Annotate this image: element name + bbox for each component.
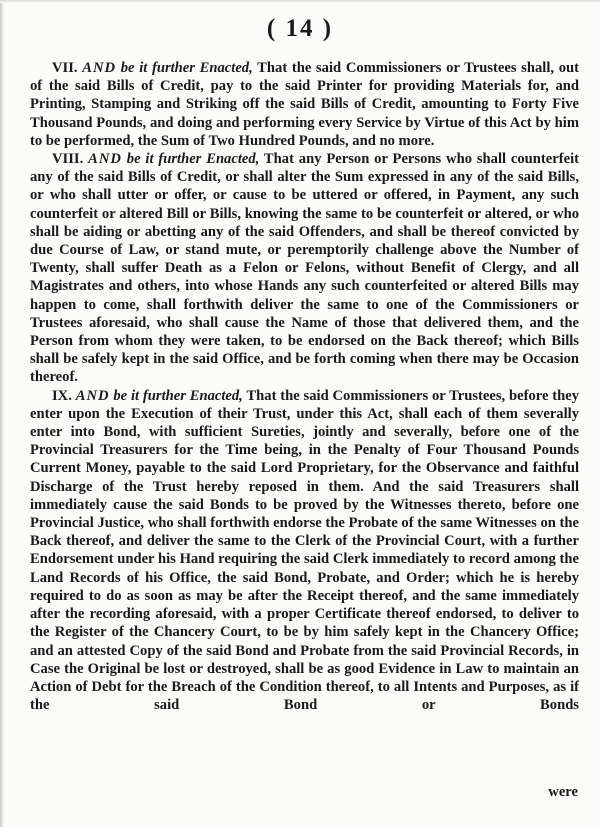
section-viii bbox=[30, 150, 579, 387]
section-number: VIII. bbox=[52, 151, 84, 168]
section-body: That the said Commissioners or Trustees shall, out of the said Bills of Credit, pay to the said Printer for providing Materials for, and Printing, Stamping and Striking off the said Bills of Credit, amounting to Forty Five Thousand Pounds, and doing and performing every Service by Virtue of this Act by him to be performed, the Sum of Two Hundred Pounds, and no more. bbox=[30, 60, 579, 149]
section-number: IX. bbox=[52, 387, 72, 404]
enacting-clause bbox=[88, 151, 259, 167]
enacting-clause bbox=[82, 60, 253, 76]
enacting-caps: AND bbox=[88, 151, 122, 168]
section-body: That the said Commissioners or Trustees, before they enter upon the Execution of their Trust, under this Act, shall each of them severally enter into Bond, with sufficient Sureties, jointly and severally, before one of the Provincial Treasurers for the Time being, in the Penalty of Four Thousand Pounds Current Money, payable to the said Lord Proprietary, for the Observance and faithful Discharge of the Trust hereby reposed in them. And the said Treasurers shall immediately cause the said Bonds to be proved by the Witnesses thereto, before one Provincial Justice, who shall forthwith endorse the Probate of the same Witnesses on the Back thereof, and deliver the same to the Clerk of the Provincial Court, with a further Endorsement under his Hand requiring the said Clerk immediately to record among the Land Records of his Office, the said Bond, Probate, and Order; which he is hereby required to do as soon as may be after the Receipt thereof, and the same immediately after the recording aforesaid, with a proper Certificate thereof endorsed, to deliver to the Register of the Chancery Court, to be by him safely kept in the Chancery Office; and an attested Copy of the said Bond and Probate from the said Provincial Records, in Case the Original be lost or destroyed, shall be as good Evidence in Law to maintain an Action of Debt for the Breach of the Condition thereof, to all Intents and Purposes, as if the said Bond or Bonds bbox=[30, 387, 580, 714]
page-number: ( 14 ) bbox=[266, 15, 334, 42]
scan-edge-left bbox=[0, 0, 4, 827]
enacting-rest: be it further Enacted, bbox=[113, 387, 243, 404]
enacting-rest: be it further Enacted, bbox=[126, 151, 260, 168]
scan-edge-top bbox=[0, 0, 600, 3]
section-number: VII. bbox=[52, 60, 78, 76]
text-block bbox=[30, 59, 579, 714]
enacting-rest: be it further Enacted, bbox=[120, 60, 253, 76]
enacting-clause bbox=[76, 388, 243, 404]
section-vii bbox=[30, 59, 579, 150]
enacting-caps: AND bbox=[82, 60, 117, 76]
section-ix bbox=[30, 387, 579, 715]
section-body: That any Person or Persons who shall counterfeit any of the said Bills of Credit, or shall alter the Sum expressed in any of the said Bills, or who shall utter or offer, or cause to be uttered or offered, in Payment, any such counterfeit or altered Bill or Bills, knowing the same to be counterfeit or altered, or who shall be aiding or abetting any of the said Offenders, and shall be thereof convicted by due Course of Law, or stand mute, or peremptorily challenge above the Number of Twenty, shall suffer Death as a Felon or Felons, without Benefit of Clergy, and all Magistrates and others, into whose Hands any such counterfeited or altered Bills may happen to come, shall forthwith deliver the same to one of the Commissioners or Trustees aforesaid, who shall cause the Name of those that delivered them, and the Person from whom they were taken, to be endorsed on the Back thereof; which Bills shall be safely kept in the said Office, and be forth coming when there may be Occasion thereof. bbox=[30, 151, 579, 386]
enacting-caps: AND bbox=[75, 387, 110, 404]
catchword: were bbox=[548, 784, 578, 800]
